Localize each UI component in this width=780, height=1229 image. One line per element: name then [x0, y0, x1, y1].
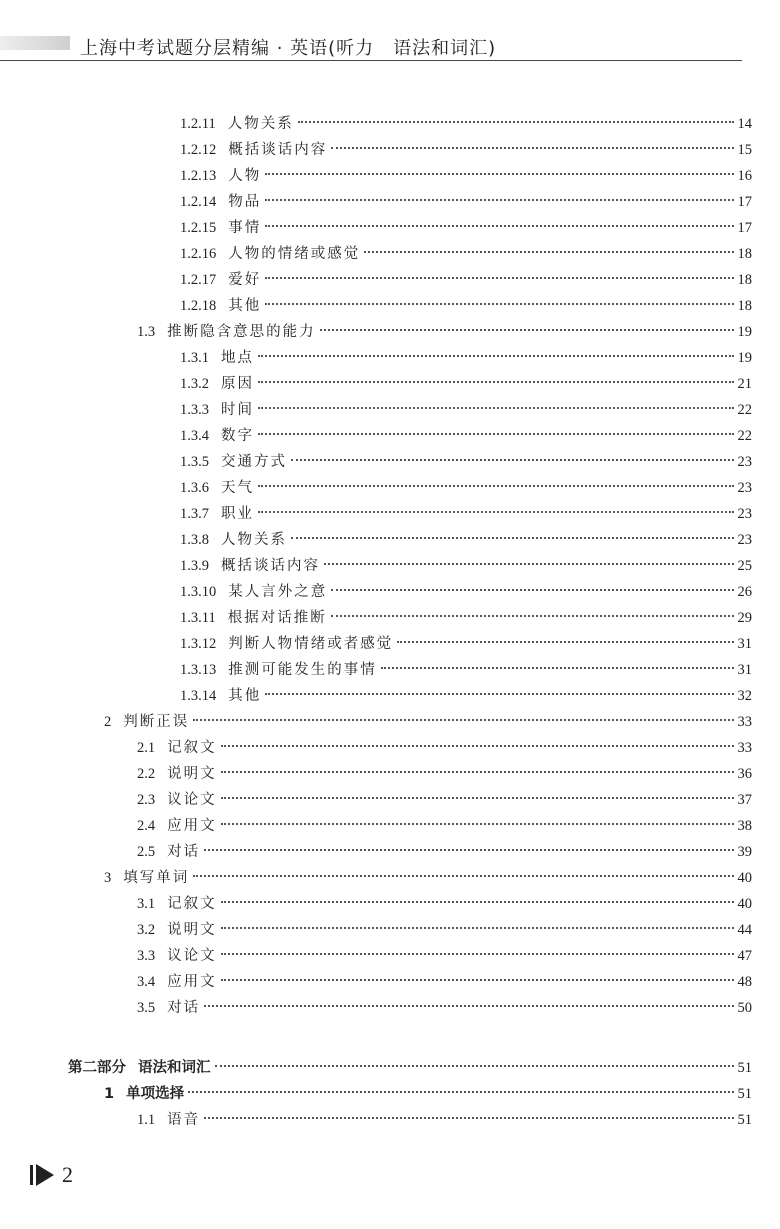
toc-entry-title: 说明文 — [167, 922, 217, 938]
toc-entry[interactable] — [180, 450, 752, 476]
toc-entry-title: 议论文 — [167, 792, 217, 808]
toc-entry[interactable] — [180, 476, 752, 502]
toc-entry-title: 地点 — [221, 350, 254, 366]
dot-leader — [215, 1065, 734, 1067]
toc-entry[interactable] — [180, 424, 752, 450]
toc-entry[interactable] — [137, 1108, 752, 1134]
toc-entry-number: 1.3.7 — [180, 506, 209, 522]
toc-entry-page: 21 — [737, 376, 752, 392]
toc-entry[interactable] — [180, 580, 752, 606]
toc-entry-title: 对话 — [167, 844, 201, 860]
toc-entry-page: 40 — [737, 870, 752, 886]
toc-entry-number: 2 — [104, 714, 112, 730]
toc-entry-page: 44 — [737, 922, 752, 938]
toc-entry[interactable] — [180, 268, 752, 294]
toc-entry[interactable] — [180, 554, 752, 580]
toc-entry-number: 3.2 — [137, 922, 156, 938]
toc-entry-number: 1.3.9 — [180, 558, 209, 574]
toc-entry-title: 其他 — [228, 298, 262, 314]
toc-entry-page: 25 — [737, 558, 752, 574]
toc-entry[interactable] — [180, 242, 752, 268]
dot-leader — [331, 615, 734, 617]
toc-entry-title: 语音 — [167, 1112, 201, 1128]
toc-entry-number: 1.3.13 — [180, 662, 217, 678]
toc-entry-page: 18 — [737, 272, 752, 288]
dot-leader — [265, 303, 733, 305]
toc-entry-page: 50 — [737, 1000, 752, 1016]
book-title: 上海中考试题分层精编 · 英语(听力 语法和词汇) — [80, 38, 497, 59]
toc-entry-title: 概括谈话内容 — [221, 558, 320, 574]
toc-entry[interactable] — [180, 294, 752, 320]
running-header — [0, 0, 780, 62]
toc-entry-page: 51 — [737, 1060, 752, 1076]
dot-leader — [265, 693, 733, 695]
toc-entry-title: 说明文 — [167, 766, 217, 782]
toc-entry-page: 14 — [737, 116, 752, 132]
dot-leader — [221, 953, 734, 955]
dot-leader — [258, 511, 734, 513]
toc-entry-title: 单项选择 — [126, 1086, 185, 1102]
toc-entry-title: 应用文 — [167, 818, 217, 834]
toc-entry[interactable] — [180, 632, 752, 658]
toc-entry[interactable] — [180, 164, 752, 190]
toc-entry[interactable] — [104, 866, 752, 892]
toc-entry-page: 37 — [737, 792, 752, 808]
toc-entry[interactable] — [137, 944, 752, 970]
toc-entry-page: 23 — [737, 454, 752, 470]
toc-entry-number: 1.1 — [137, 1112, 156, 1128]
toc-entry-number: 1.2.13 — [180, 168, 217, 184]
dot-leader — [221, 797, 734, 799]
dot-leader — [291, 459, 734, 461]
toc-entry-title: 数字 — [221, 428, 254, 444]
toc-entry-title: 概括谈话内容 — [228, 142, 328, 158]
dot-leader — [221, 745, 734, 747]
toc-entry[interactable] — [137, 736, 752, 762]
toc-entry[interactable] — [180, 190, 752, 216]
toc-entry-page: 40 — [737, 896, 752, 912]
toc-entry-title: 记叙文 — [167, 740, 217, 756]
toc-entry-title: 原因 — [221, 376, 254, 392]
toc-entry[interactable] — [180, 138, 752, 164]
toc-entry-number: 1.2.17 — [180, 272, 217, 288]
toc-entry-page: 29 — [737, 610, 752, 626]
toc-entry[interactable] — [180, 684, 752, 710]
toc-entry-title: 爱好 — [228, 272, 262, 288]
toc-entry-number: 1.3.5 — [180, 454, 209, 470]
toc-entry[interactable] — [180, 502, 752, 528]
toc-entry-title: 某人言外之意 — [228, 584, 328, 600]
toc-entry-page: 23 — [737, 480, 752, 496]
header-rule — [0, 60, 742, 61]
toc-entry-page: 48 — [737, 974, 752, 990]
toc-entry-number: 1 — [104, 1086, 115, 1102]
dot-leader — [193, 719, 733, 721]
toc-entry-number: 3.3 — [137, 948, 156, 964]
toc-entry-title: 判断正误 — [123, 714, 190, 730]
toc-entry-number: 1.3.12 — [180, 636, 217, 652]
toc-entry-page: 22 — [737, 402, 752, 418]
toc-entry-number: 1.2.14 — [180, 194, 217, 210]
toc-entry-page: 33 — [737, 714, 752, 730]
toc-entry[interactable] — [137, 814, 752, 840]
dot-leader — [298, 121, 734, 123]
dot-leader — [258, 381, 734, 383]
toc-entry-title: 事情 — [228, 220, 262, 236]
toc-entry-number: 1.3.8 — [180, 532, 209, 548]
toc-entry-page: 51 — [737, 1112, 752, 1128]
toc-entry-title: 物品 — [228, 194, 262, 210]
toc-entry-title: 根据对话推断 — [227, 610, 327, 626]
toc-entry[interactable] — [137, 918, 752, 944]
toc-entry-number: 2.2 — [137, 766, 156, 782]
toc-entry[interactable] — [137, 996, 752, 1022]
toc-entry-title: 语法和词汇 — [138, 1060, 211, 1076]
toc-entry-page: 51 — [737, 1086, 752, 1102]
toc-entry-title: 人物 — [228, 168, 262, 184]
dot-leader — [221, 771, 734, 773]
toc-entry-title: 交通方式 — [221, 454, 287, 470]
toc-entry-number: 1.3.14 — [180, 688, 217, 704]
toc-entry-number: 3 — [104, 870, 112, 886]
dot-leader — [221, 901, 734, 903]
toc-entry-page: 22 — [737, 428, 752, 444]
toc-entry[interactable] — [180, 658, 752, 684]
toc-entry-number: 1.2.12 — [180, 142, 217, 158]
toc-entry-page: 15 — [737, 142, 752, 158]
toc-entry[interactable] — [180, 372, 752, 398]
toc-entry-title: 应用文 — [167, 974, 217, 990]
toc-entry-title: 人物关系 — [221, 532, 287, 548]
dot-leader — [221, 823, 734, 825]
toc-entry-page: 23 — [737, 532, 752, 548]
toc-entry[interactable] — [180, 528, 752, 554]
toc-entry-page: 26 — [737, 584, 752, 600]
toc-entry-number: 第二部分 — [68, 1060, 126, 1076]
toc-entry-number: 1.3.11 — [180, 610, 216, 626]
toc-entry[interactable] — [180, 112, 752, 138]
toc-entry-number: 1.3.2 — [180, 376, 209, 392]
dot-leader — [221, 979, 734, 981]
toc-entry-title: 时间 — [221, 402, 254, 418]
dot-leader — [258, 433, 734, 435]
page-footer — [30, 1162, 73, 1188]
toc-entry-number: 1.2.11 — [180, 116, 216, 132]
toc-entry[interactable] — [180, 606, 752, 632]
toc-entry[interactable] — [137, 892, 752, 918]
toc-entry-title: 其他 — [228, 688, 262, 704]
dot-leader — [291, 537, 734, 539]
play-arrow-icon — [36, 1164, 54, 1186]
dot-leader — [258, 485, 734, 487]
toc-entry-page: 36 — [737, 766, 752, 782]
toc-entry-title: 判断人物情绪或者感觉 — [228, 636, 394, 652]
toc-entry-page: 17 — [737, 220, 752, 236]
toc-entry-number: 3.1 — [137, 896, 156, 912]
toc-entry-page: 17 — [737, 194, 752, 210]
dot-leader — [188, 1091, 733, 1093]
toc-entry-title: 填写单词 — [123, 870, 190, 886]
dot-leader — [265, 173, 733, 175]
toc-entry-number: 1.3.4 — [180, 428, 209, 444]
dot-leader — [204, 849, 733, 851]
toc-entry-page: 47 — [737, 948, 752, 964]
toc-entry-number: 2.3 — [137, 792, 156, 808]
toc-entry[interactable] — [180, 346, 752, 372]
toc-entry-title: 职业 — [221, 506, 254, 522]
toc-entry-title: 天气 — [221, 480, 254, 496]
dot-leader — [364, 251, 733, 253]
toc-entry[interactable] — [104, 1082, 752, 1108]
dot-leader — [265, 199, 733, 201]
toc-entry-page: 18 — [737, 298, 752, 314]
toc-entry[interactable] — [137, 840, 752, 866]
toc-entry-page: 31 — [737, 662, 752, 678]
toc-entry-page: 18 — [737, 246, 752, 262]
dot-leader — [320, 329, 734, 331]
toc-entry-number: 1.2.16 — [180, 246, 217, 262]
dot-leader — [397, 641, 733, 643]
dot-leader — [221, 927, 734, 929]
toc-entry-page: 33 — [737, 740, 752, 756]
toc-entry-number: 2.4 — [137, 818, 156, 834]
toc-entry-title: 对话 — [167, 1000, 201, 1016]
toc-entry[interactable] — [180, 398, 752, 424]
toc-entry-title: 议论文 — [167, 948, 217, 964]
dot-leader — [265, 225, 733, 227]
toc-entry-title: 推测可能发生的事情 — [228, 662, 377, 678]
header-decor-band — [0, 36, 70, 50]
toc-entry-number: 2.5 — [137, 844, 156, 860]
dot-leader — [258, 407, 734, 409]
toc-entry-number: 1.3 — [137, 324, 156, 340]
toc-entry-number: 1.2.18 — [180, 298, 217, 314]
toc-entry[interactable] — [137, 788, 752, 814]
toc-entry-number: 1.3.1 — [180, 350, 209, 366]
toc-entry-number: 1.2.15 — [180, 220, 217, 236]
footer-bar-icon — [30, 1165, 33, 1185]
toc-entry-page: 16 — [737, 168, 752, 184]
toc-entry-page: 31 — [737, 636, 752, 652]
toc-entry-number: 1.3.3 — [180, 402, 209, 418]
page-number: 2 — [62, 1162, 73, 1187]
dot-leader — [193, 875, 733, 877]
toc-entry-title: 人物的情绪或感觉 — [228, 246, 361, 262]
dot-leader — [265, 277, 733, 279]
toc-entry-title: 人物关系 — [227, 116, 294, 132]
toc-entry[interactable] — [104, 710, 752, 736]
toc-entry-title: 推断隐含意思的能力 — [167, 324, 316, 340]
toc-entry[interactable] — [137, 762, 752, 788]
toc-entry[interactable] — [68, 1056, 752, 1082]
toc-entry-number: 1.3.10 — [180, 584, 217, 600]
toc-entry-number: 3.5 — [137, 1000, 156, 1016]
dot-leader — [381, 667, 734, 669]
toc-entry-page: 39 — [737, 844, 752, 860]
toc-entry-number: 1.3.6 — [180, 480, 209, 496]
dot-leader — [204, 1117, 733, 1119]
toc-entry[interactable] — [137, 970, 752, 996]
dot-leader — [324, 563, 734, 565]
dot-leader — [331, 147, 733, 149]
toc-entry-number: 2.1 — [137, 740, 156, 756]
dot-leader — [204, 1005, 733, 1007]
toc-entry-page: 23 — [737, 506, 752, 522]
toc-entry-title: 记叙文 — [167, 896, 217, 912]
toc-entry-page: 19 — [737, 350, 752, 366]
toc-entry-page: 19 — [737, 324, 752, 340]
toc-entry-page: 32 — [737, 688, 752, 704]
toc-entry-page: 38 — [737, 818, 752, 834]
toc-entry[interactable] — [137, 320, 752, 346]
dot-leader — [258, 355, 734, 357]
toc-entry[interactable] — [180, 216, 752, 242]
toc-entry-number: 3.4 — [137, 974, 156, 990]
dot-leader — [331, 589, 733, 591]
